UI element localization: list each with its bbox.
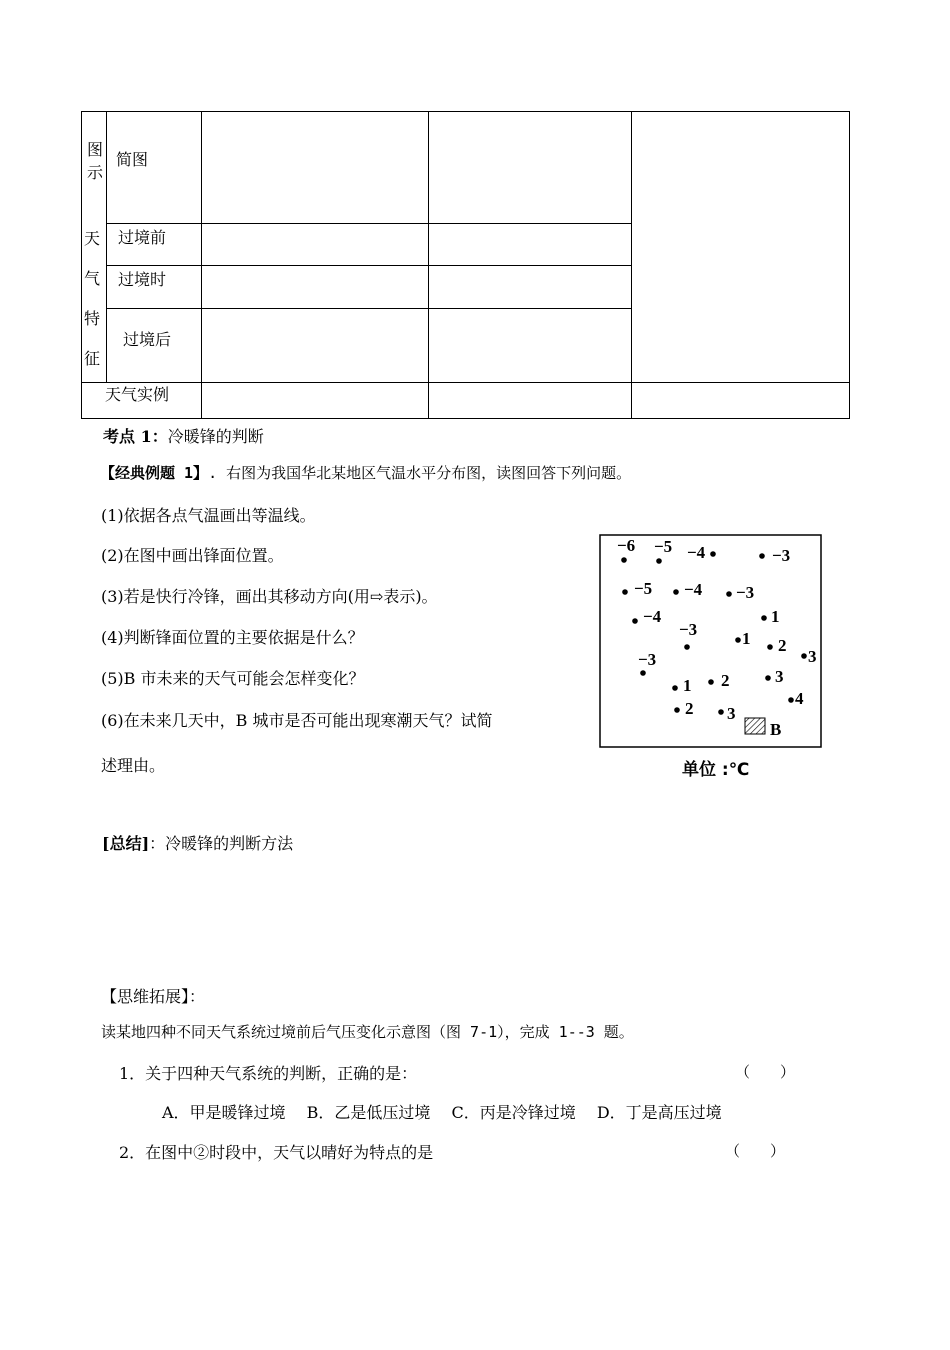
map-point-dot (788, 697, 794, 703)
map-point-label: −5 (634, 579, 653, 598)
ext-question-2: 2．在图中②时段中，天气以晴好为特点的是 (119, 1143, 434, 1162)
cell-weather-example: 天气实例 (105, 385, 170, 404)
ext-question-2-bracket: （ ） (725, 1142, 786, 1160)
question-4: (4)判断锋面位置的主要依据是什么？ (101, 628, 364, 647)
map-point-label: −3 (638, 650, 657, 669)
map-point-dot (708, 679, 714, 685)
summary-text: ：冷暖锋的判断方法 (149, 834, 294, 853)
map-border (600, 535, 821, 747)
map-point-label: 1 (683, 676, 692, 695)
city-b-label: B (770, 720, 782, 739)
map-point-dot (765, 675, 771, 681)
map-point-dot (761, 615, 767, 621)
example-intro: . 右图为我国华北某地区气温水平分布图，读图回答下列问题。 (208, 464, 632, 482)
example-heading (100, 462, 631, 483)
row-label-tushi: 图 示 (86, 140, 103, 182)
map-point-label: −4 (687, 543, 706, 562)
kaodian-label: 考点 1： (103, 427, 168, 446)
kaodian-text: 冷暖锋的判断 (167, 427, 264, 446)
map-point-dot (718, 709, 724, 715)
map-point-label: −6 (617, 536, 636, 555)
map-point-dot (674, 707, 680, 713)
map-point-dot (684, 644, 690, 650)
question-5: (5)B 市未来的天气可能会怎样变化？ (101, 669, 365, 688)
map-point-label: 4 (795, 689, 804, 708)
city-b-marker (745, 718, 765, 734)
summary-label: [总结] (102, 834, 150, 853)
row-label-tianqi-tezheng: 天 气 特 征 (83, 229, 100, 368)
map-point-label: −3 (736, 583, 755, 602)
map-point-dot (710, 551, 716, 557)
map-point-dot (622, 589, 628, 595)
ext-question-1-options: A．甲是暖锋过境 B．乙是低压过境 C．丙是冷锋过境 D．丁是高压过境 (162, 1103, 722, 1122)
map-point-label: −4 (643, 607, 662, 626)
example-title: 【经典例题 1】 (100, 464, 209, 482)
cell-during: 过境时 (118, 270, 167, 289)
map-point-label: 3 (775, 667, 784, 686)
ext-question-1: 1．关于四种天气系统的判断，正确的是： (119, 1064, 418, 1083)
map-point-label: −3 (772, 546, 791, 565)
map-point-dot (656, 558, 662, 564)
weather-system-table (81, 111, 850, 419)
extension-intro: 读某地四种不同天气系统过境前后气压变化示意图（图 7-1），完成 1--3 题。 (101, 1023, 634, 1041)
map-unit: 单位 :℃ (682, 760, 750, 780)
map-point-dot (672, 685, 678, 691)
map-point-dot (640, 670, 646, 676)
map-point-dot (673, 589, 679, 595)
map-point-label: 3 (808, 647, 817, 666)
question-1: (1)依据各点气温画出等温线。 (101, 506, 316, 525)
question-6: (6)在未来几天中，B 城市是否可能出现寒潮天气？试简 (101, 711, 493, 730)
map-point-dot (621, 557, 627, 563)
map-point-label: 2 (685, 699, 694, 718)
ext-question-1-bracket: （ ） (735, 1063, 796, 1081)
extension-title: 【思维拓展】： (101, 987, 206, 1006)
question-6-cont: 述理由。 (101, 756, 166, 775)
temperature-distribution-map (599, 534, 822, 748)
map-point-dot (759, 553, 765, 559)
map-point-dot (801, 653, 807, 659)
cell-jiantu: 简图 (116, 150, 149, 169)
map-point-dot (726, 591, 732, 597)
question-2: (2)在图中画出锋面位置。 (101, 546, 284, 565)
map-point-label: −4 (684, 580, 703, 599)
map-point-label: 1 (771, 607, 780, 626)
map-point-label: −3 (679, 620, 698, 639)
kaodian-heading (103, 424, 264, 447)
map-point-label: −5 (654, 537, 673, 556)
map-point-label: 3 (727, 704, 736, 723)
summary-heading (102, 831, 293, 854)
map-point-label: 2 (778, 636, 787, 655)
map-point-label: 2 (721, 671, 730, 690)
map-point-dot (767, 644, 773, 650)
map-point-dot (632, 618, 638, 624)
cell-after: 过境后 (123, 330, 172, 349)
map-point-label: 1 (742, 629, 751, 648)
question-3: (3)若是快行冷锋，画出其移动方向(用⇨表示)。 (101, 587, 438, 606)
cell-before: 过境前 (118, 228, 167, 247)
map-point-dot (735, 637, 741, 643)
